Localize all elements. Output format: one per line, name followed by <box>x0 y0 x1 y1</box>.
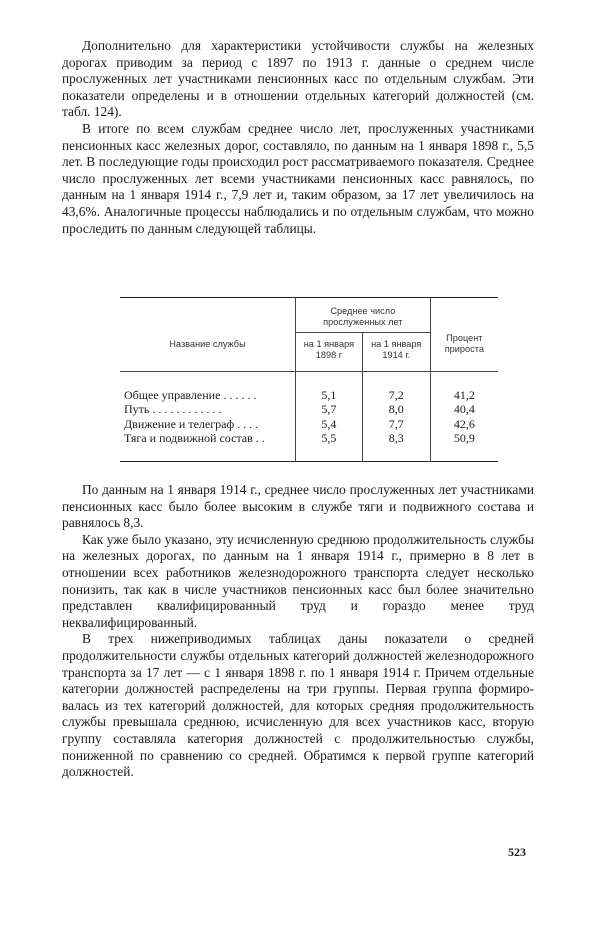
page-number: 523 <box>508 845 526 859</box>
paragraph: В трех нижеприводимых таблицах даны показатели о средней продолжительности службы отдельных категорий должностей железнодорожного транспорта за 17 лет — с 1 января 1898 г. по 1 января 1914 г. Причем отдельные категории должностей распределены на три группы. Первая группа формировалась из тех категорий должностей, для которых средняя продолжительность службы превышала среднюю, исчисленную для всех участников касс, вторую группу составляла категория должностей с продолжительностью службы, пониженной по сравнению со средней. Обратимся к первой группе категорий должностей. <box>62 631 534 780</box>
header-1914: на 1 января 1914 г. <box>362 333 430 372</box>
paragraph: Как уже было указано, эту исчисленную среднюю продолжительность службы на железных дорогах, по данным на 1 января 1914 г., примерно в 8 лет в отношении всех работников железнодорожного транспорта следует несколько понизить, так как в числе участников пенсионных касс был более значительно представлен квалифицированный труд и гораздо менее труд неквалифицированный. <box>62 531 534 630</box>
paragraph: В итоге по всем службам среднее число лет, прослуженных участниками пенсионных касс железных дорог, составляло, по данным на 1 января 1898 г., 5,5 лет. В последующие годы происходил рост рассматриваемого показателя. Среднее число прослуженных лет всеми участниками пенсионных касс равнялось, по данным на 1 января 1914 г., 7,9 лет и, таким образом, за 17 лет увеличилось на 43,6%. Аналогичные процессы наблюдались и по отдельным службам, что можно проследить по данным следующей таблицы. <box>62 120 534 236</box>
table-row <box>120 388 498 402</box>
row-value-1898: 5,4 <box>296 417 363 431</box>
header-service-name: Название службы <box>120 298 296 372</box>
intro-text <box>62 38 534 237</box>
header-avg-years: Среднее число прослуженных лет <box>296 298 431 333</box>
body-text <box>62 482 534 781</box>
row-value-1914: 7,7 <box>362 417 430 431</box>
row-growth-percent: 40,4 <box>453 402 475 417</box>
row-growth-percent: 42,6 <box>453 416 475 431</box>
row-value-1914: 8,0 <box>362 402 430 416</box>
row-growth-percent: 41,2 <box>453 388 475 402</box>
paragraph: Дополнительно для характеристики устойчивости службы на железных дорогах приводим за период с 1897 по 1913 г. данные о среднем числе прослуженных лет участниками пенсионных касс по отдельным службам. Эти показатели определены и в отношении отдельных категорий должностей (см. табл. 124). <box>62 38 534 120</box>
table-spacer <box>120 372 498 389</box>
row-value-1898: 5,7 <box>296 402 363 416</box>
table-row <box>120 417 498 431</box>
table-row <box>120 402 498 416</box>
header-growth-percent: Процент прироста <box>444 333 484 354</box>
service-years-table <box>120 297 498 462</box>
row-value-1914: 8,3 <box>362 431 430 461</box>
row-value-1898: 5,1 <box>296 388 363 402</box>
row-growth-percent: 50,9 <box>453 431 475 446</box>
row-service-name: Путь . . . . . . . . . . . . <box>120 402 296 416</box>
row-service-name: Движение и телеграф . . . . <box>120 417 296 431</box>
header-1898: на 1 января 1898 г <box>296 333 363 372</box>
row-service-name: Тяга и подвижной состав . . <box>120 431 296 461</box>
row-service-name: Общее управление . . . . . . <box>120 388 296 402</box>
paragraph: По данным на 1 января 1914 г., среднее число прослуженных лет участниками пенсионных касс было более высоким в службе тяги и подвижного состава и равнялось 8,3. <box>62 482 534 531</box>
table-row <box>120 431 498 461</box>
row-value-1914: 7,2 <box>362 388 430 402</box>
row-value-1898: 5,5 <box>296 431 363 461</box>
